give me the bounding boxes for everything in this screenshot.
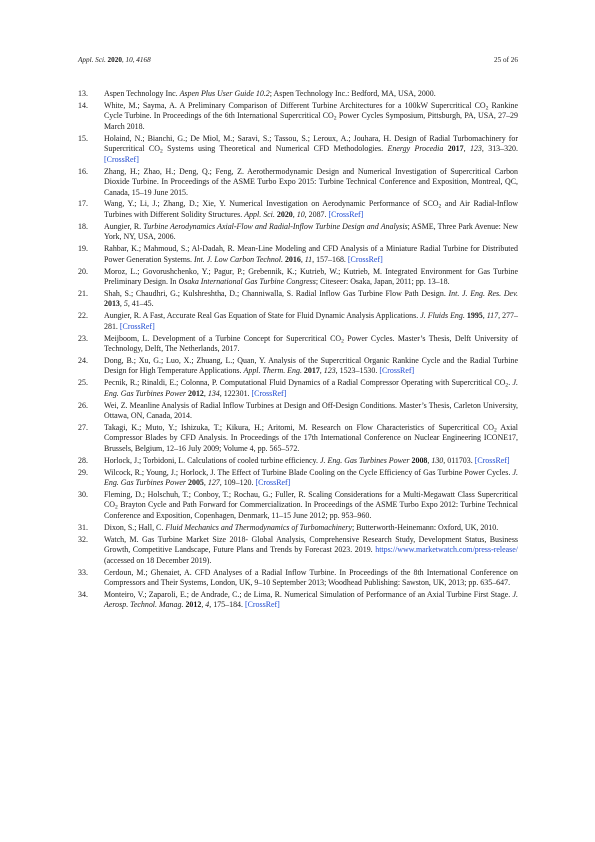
bold-text: 2012 [188, 388, 204, 398]
reference-item [78, 523, 518, 534]
text-run: Horlock, J.; Torbidoni, L. Calculations of cooled turbine efficiency. [104, 455, 320, 465]
crossref-link[interactable]: [CrossRef] [104, 154, 139, 164]
reference-number: 27. [78, 422, 88, 432]
italic-text: 10 [296, 210, 305, 220]
text-run: Power Cycles Symposium, Pittsburgh, PA, USA, 27–29 March 2018. [104, 111, 518, 131]
header-volume-article: , 10, 4168 [121, 56, 151, 64]
text-run: ; Aspen Technology Inc.: Bedford, MA, USA, 2000. [269, 89, 436, 98]
italic-text: Aspen Plus User Guide 10.2 [179, 89, 270, 98]
italic-text: 117 [486, 311, 499, 321]
subscript: 2 [485, 105, 489, 112]
text-run: Moroz, L.; Govorushchenko, Y.; Pagur, P.; Grebennik, K.; Kutrieb, W.; Kutrieb, M. Integrated Environment for Gas Turbine Preliminary Design. In [104, 266, 518, 287]
text-run: Pecnik, R.; Rinaldi, E.; Colonna, P. Computational Fluid Dynamics of a Radial Compressor Operating with Supercritical CO [104, 378, 506, 388]
text-run: , [482, 311, 487, 321]
text-run: ; Butterworth-Heinemann: Oxford, UK, 2010. [352, 522, 499, 532]
reference-item [78, 356, 518, 377]
crossref-link[interactable]: [CrossRef] [474, 455, 510, 465]
reference-text [104, 267, 518, 287]
italic-text: Osaka International Gas Turbine Congress [178, 277, 316, 287]
reference-text [104, 222, 518, 242]
reference-text [104, 423, 518, 453]
reference-number: 22. [78, 311, 88, 321]
reference-text [104, 490, 518, 520]
italic-text: J. Aerosp. Technol. Manag. [104, 589, 518, 610]
crossref-link[interactable]: [CrossRef] [328, 210, 364, 220]
reference-text [104, 167, 518, 197]
reference-number: 29. [78, 467, 88, 477]
reference-item [78, 334, 518, 355]
italic-text: 134 [207, 388, 220, 398]
reference-list [78, 89, 518, 612]
reference-text [104, 590, 518, 610]
italic-text: J. Fluids Eng. [420, 311, 465, 321]
reference-text [104, 401, 518, 421]
text-run: Shah, S.; Chaudhri, G.; Kulshreshtha, D.; Channiwalla, S. Radial Inflow Gas Turbine Flow Path Design. [104, 288, 449, 298]
reference-item [78, 101, 518, 133]
reference-item [78, 590, 518, 611]
subscript: 2 [159, 148, 163, 155]
reference-number: 33. [78, 567, 88, 577]
reference-item [78, 199, 518, 220]
italic-text: J. Eng. Gas Turbines Power [104, 467, 518, 488]
reference-text [104, 134, 518, 164]
reference-item [78, 535, 518, 567]
bold-text: 2013 [104, 299, 120, 309]
reference-item [78, 267, 518, 288]
subscript: 2 [115, 504, 118, 511]
reference-text [104, 568, 518, 588]
reference-text [104, 456, 510, 465]
text-run: . [508, 378, 513, 388]
bold-text: 2012 [185, 600, 202, 610]
italic-text: 4 [205, 600, 210, 610]
text-run: ; Citeseer: Osaka, Japan, 2011; pp. 13–18. [315, 277, 450, 287]
text-run: , 313–320. [481, 144, 518, 154]
reference-text [104, 378, 518, 398]
text-run: and Air Radial-Inflow Turbines with Different Solidity Structures. [104, 199, 518, 220]
text-run: Rankine Cycle Turbine. In Proceedings of the 6th International Supercritical CO [104, 100, 518, 121]
page-number: 25 of 26 [494, 56, 518, 64]
reference-item [78, 378, 518, 399]
crossref-link[interactable]: [CrossRef] [255, 478, 291, 488]
subscript: 2 [438, 203, 442, 210]
subscript: 2 [341, 338, 344, 345]
reference-item [78, 468, 518, 489]
header-journal: Appl. Sci. [78, 56, 106, 64]
reference-text [104, 334, 518, 354]
header-citation [78, 56, 151, 64]
reference-number: 19. [78, 244, 88, 254]
italic-text: 130 [431, 455, 444, 465]
reference-text [104, 289, 518, 309]
text-run: Aspen Technology Inc. [104, 89, 180, 98]
reference-text [104, 199, 518, 219]
text-run: , 109–120. [219, 478, 256, 488]
reference-number: 23. [78, 333, 88, 343]
text-run: , 277–281. [104, 311, 518, 331]
crossref-link[interactable]: [CrossRef] [251, 388, 287, 398]
reference-number: 31. [78, 522, 88, 532]
reference-text [104, 89, 436, 98]
bold-text: 2005 [188, 478, 204, 488]
text-run: Rahbar, K.; Mahmoud, S.; Al-Dadah, R. Mean-Line Modeling and CFD Analysis of a Miniature Radial Turbine for Distributed Power Generation Systems. [104, 244, 518, 264]
running-header [78, 56, 518, 64]
subscript: 2 [505, 382, 509, 389]
reference-text [104, 468, 518, 488]
italic-text: Int. J. Eng. Res. Dev. [448, 288, 518, 298]
reference-number: 24. [78, 355, 88, 365]
text-run: , [119, 299, 124, 309]
reference-item [78, 244, 518, 265]
text-run: Zhang, H.; Zhao, H.; Deng, Q.; Feng, Z. Aerothermodynamic Design and Numerical Investigation of Supercritical Carbon Dioxide Turbine. In Proceedings of the ASME Turbo Expo 2015: Turbine Technical Conference and Exposition, Montreal, QC, Canada, 15–19 June 2015. [104, 166, 518, 197]
text-run: Power Cycles. Master’s Thesis, Delft University of Technology, Delft, The Netherlands, 2017. [104, 333, 518, 354]
reference-item [78, 289, 518, 310]
reference-number: 20. [78, 266, 88, 276]
reference-number: 26. [78, 400, 88, 410]
italic-text: Fluid Mechanics and Thermodynamics of Turbomachinery [165, 522, 353, 532]
text-run: , 41–45. [127, 299, 154, 309]
text-run: , 1523–1530. [335, 366, 380, 376]
italic-text: 5 [123, 299, 128, 309]
bold-text: 2008 [411, 455, 428, 465]
header-year: 2020 [107, 56, 122, 64]
text-run: Wei, Z. Meanline Analysis of Radial Inflow Turbines at Design and Off-Design Conditions. Master’s Thesis, Carleton University, Ottawa, ON, Canada, 2014. [104, 400, 518, 421]
italic-text: Turbine Aerodynamics Axial-Flow and Radial-Inflow Turbine Design and Analysis [143, 221, 408, 231]
text-run: , 011703. [443, 455, 475, 465]
reference-number: 28. [78, 455, 88, 465]
text-run: Holaind, N.; Bianchi, G.; De Miol, M.; Saravi, S.; Tassou, S.; Leroux, A.; Jouhara, H. Design of Radial Turbomachinery for Supercritical CO [104, 133, 518, 154]
text-run: (accessed on 18 December 2019). [104, 555, 212, 565]
reference-text [104, 311, 518, 331]
text-run: , [203, 388, 208, 398]
reference-item [78, 167, 518, 199]
text-run: , [463, 144, 470, 154]
text-run: , 175–184. [209, 600, 245, 610]
reference-number: 34. [78, 589, 88, 599]
text-run: ; ASME, Three Park Avenue: New York, NY, USA, 2006. [104, 221, 518, 242]
subscript: 2 [333, 115, 337, 122]
italic-text: Appl. Therm. Eng. [243, 366, 302, 376]
italic-text: Energy Procedia [387, 144, 444, 154]
text-run: White, M.; Sayma, A. A Preliminary Comparison of Different Turbine Architectures for a 100kW Supercritical CO [104, 100, 486, 110]
reference-number: 13. [78, 89, 88, 98]
text-run: Wang, Y.; Li, J.; Zhang, D.; Xie, Y. Numerical Investigation on Aerodynamic Performance of SCO [104, 199, 439, 209]
italic-text: 123 [323, 366, 336, 376]
text-run: Aungier, R. [104, 221, 144, 231]
reference-item [78, 423, 518, 455]
reference-item [78, 134, 518, 166]
crossref-link[interactable]: [CrossRef] [244, 600, 280, 610]
reference-number: 17. [78, 199, 88, 209]
text-run: Systems using Theoretical and Numerical CFD Methodologies. [162, 144, 388, 154]
bold-text: 2020 [276, 210, 293, 220]
reference-number: 18. [78, 221, 88, 231]
reference-text [104, 535, 518, 565]
text-run: Brayton Cycle and Path Forward for Commercialization. In Proceedings of the ASME Turbo Expo 2012: Turbine Technical Conference and Exposition, Copenhagen, Denmark, 11–15 June 2012; pp. 953–960. [104, 500, 518, 521]
crossref-link[interactable]: [CrossRef] [119, 321, 155, 331]
italic-text: Appl. Sci. [244, 210, 275, 220]
reference-text [104, 523, 498, 532]
crossref-link[interactable]: [CrossRef] [347, 254, 383, 264]
text-run: , [427, 455, 432, 465]
bold-text: 1995 [466, 311, 483, 321]
text-run: Axial Compressor Blades by CFD Analysis. In Proceedings of the 17th International Conference on Nuclear Engineering ICONE17, Brussels, Belgium, 12–16 July 2009; Volume 4, pp. 565–572. [104, 422, 518, 453]
italic-text: 123 [469, 144, 482, 154]
bold-text: 2016 [284, 254, 301, 264]
italic-text: 127 [207, 478, 220, 488]
text-run: , 122301. [219, 388, 252, 398]
italic-text: J. Eng. Gas Turbines Power [319, 455, 410, 465]
reference-text [104, 101, 518, 131]
reference-number: 32. [78, 534, 88, 544]
text-run: , [203, 478, 208, 488]
reference-number: 16. [78, 166, 88, 176]
text-run: , 2087. [304, 210, 329, 220]
reference-item [78, 568, 518, 589]
text-run: , [319, 366, 324, 376]
text-run: Fleming, D.; Holschuh, T.; Conboy, T.; Rochau, G.; Fuller, R. Scaling Considerations for a Multi-Megawatt Class Supercritical CO [104, 489, 518, 510]
reference-item [78, 490, 518, 522]
text-run: Aungier, R. A Fast, Accurate Real Gas Equation of State for Fluid Dynamic Analysis Applications. [104, 311, 421, 321]
bold-text: 2017 [447, 144, 464, 154]
reference-number: 21. [78, 288, 88, 298]
text-run: Wilcock, R.; Young, J.; Horlock, J. The Effect of Turbine Blade Cooling on the Cycle Efficiency of Gas Turbine Power Cycles. [104, 467, 513, 477]
italic-text: 11 [304, 254, 313, 264]
text-run: Watch, M. Gas Turbine Market Size 2018- Global Analysis, Comprehensive Research Study, Development Status, Business Growth, Competitive Landscape, Future Plans and Trends by Forecast 2023. 2019. [104, 534, 518, 555]
italic-text: Int. J. Low Carbon Technol. [193, 254, 283, 264]
reference-item [78, 222, 518, 243]
text-run: Cerdoun, M.; Ghenaiet, A. CFD Analyses of a Radial Inflow Turbine. In Proceedings of the 8th International Conference on Compressors and Their Systems, London, UK, 9–10 September 2013; Woodhead Publishing: Sawston, UK, 2013; pp. 635–647. [104, 567, 518, 588]
text-run: , [300, 254, 305, 264]
reference-item [78, 456, 518, 467]
reference-item [78, 401, 518, 422]
reference-number: 25. [78, 378, 88, 388]
italic-text: J. Eng. Gas Turbines Power [104, 378, 519, 398]
reference-number: 15. [78, 133, 88, 143]
text-run: Meijboom, L. Development of a Turbine Concept for Supercritical CO [104, 333, 342, 343]
subscript: 2 [494, 427, 497, 434]
text-run: , 157–168. [312, 254, 348, 264]
reference-number: 14. [78, 100, 88, 110]
text-run: , [201, 600, 206, 610]
reference-text [104, 244, 518, 264]
bold-text: 2017 [303, 366, 320, 376]
text-run: Dixon, S.; Hall, C. [104, 522, 166, 532]
reference-item [78, 311, 518, 332]
crossref-link[interactable]: [CrossRef] [379, 366, 415, 376]
text-run: Takagi, K.; Muto, Y.; Ishizuka, T.; Kikura, H.; Aritomi, M. Research on Flow Characteristics of Supercritical CO [104, 422, 495, 432]
text-run: Monteiro, V.; Zaparoli, E.; de Andrade, C.; de Lima, R. Numerical Simulation of Performance of an Axial Turbine First Stage. [104, 589, 513, 599]
url-link[interactable]: https://www.marketwatch.com/press-release/ [375, 545, 518, 555]
text-run: , [292, 210, 297, 220]
reference-number: 30. [78, 489, 88, 499]
reference-text [104, 356, 518, 376]
text-run: Dong, B.; Xu, G.; Luo, X.; Zhuang, L.; Quan, Y. Analysis of the Supercritical Organic Rankine Cycle and the Radial Turbine Design for High Temperature Applications. [104, 355, 518, 376]
reference-item [78, 89, 518, 100]
